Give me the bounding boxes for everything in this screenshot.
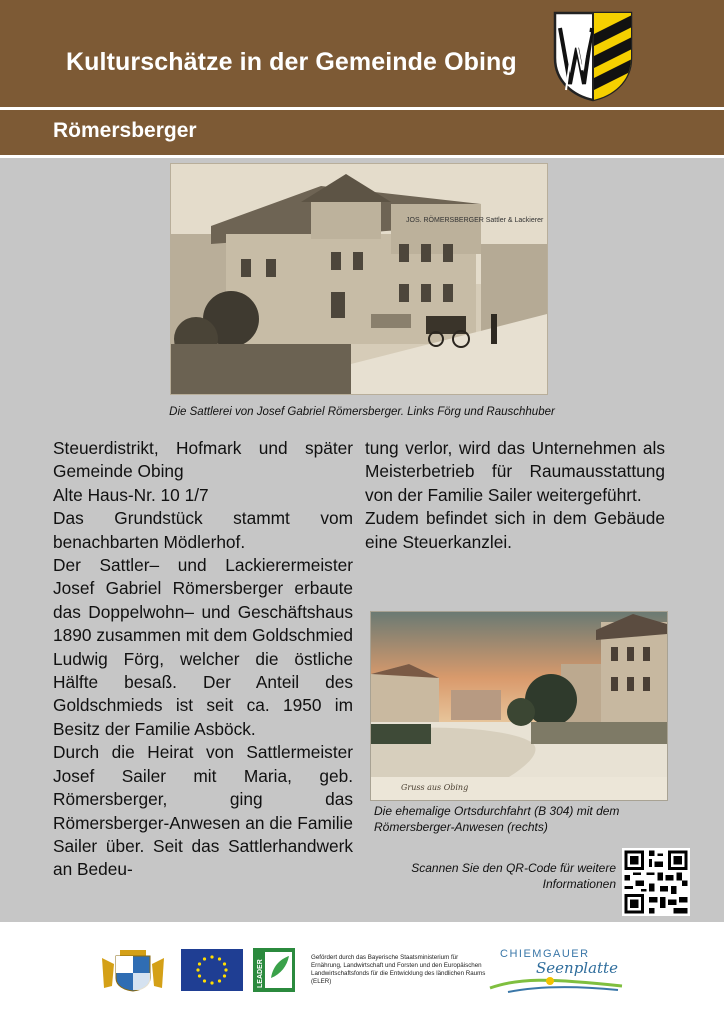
leader-label: LEADER (257, 959, 264, 988)
photo2-caption: Die ehemalige Ortsdurchfahrt (B 304) mit dem Römersberger-Anwesen (rechts) (374, 804, 620, 834)
qr-code-icon[interactable] (622, 848, 690, 916)
photo1-caption: Die Sattlerei von Josef Gabriel Römersberger. Links Förg und Rauschhuber (169, 406, 555, 418)
paragraph: Der Sattler– und Lackierermeister Josef Gabriel Römersberger erbaute das Doppelwohn– und Geschäftshaus 1890 zusammen mit dem Goldschmied Ludwig Förg, welcher die östliche Hälfte besaß. Der Anteil des Goldschmieds ist seit ca. 1950 im Besitz der Familie Asböck. (53, 555, 353, 739)
paragraph: Steuerdistrikt, Hofmark und später Gemeinde Obing (53, 438, 353, 482)
paragraph: Das Grundstück stammt vom benachbarten Mödlerhof. (53, 508, 353, 552)
landscape-wave-icon (488, 972, 624, 994)
paragraph: Alte Haus-Nr. 10 1/7 (53, 484, 209, 505)
subheader-divider (0, 155, 724, 158)
page-title: Kulturschätze in der Gemeinde Obing (66, 48, 517, 76)
qr-instruction: Scannen Sie den QR-Code für weitere Informationen (411, 861, 616, 891)
bavaria-coat-of-arms-icon (98, 948, 168, 992)
body-column-left (53, 437, 353, 882)
header-bar (0, 0, 724, 107)
historic-photo-saddlery (171, 164, 547, 394)
brand-chiemgauer: CHIEMGAUER (500, 948, 590, 960)
paragraph: tung verlor, wird das Unternehmen als Meisterbetrieb für Raumausstattung von der Familie Sailer weitergeführt. (365, 438, 665, 505)
coat-of-arms-icon (552, 10, 634, 102)
section-title: Römersberger (53, 119, 197, 142)
paragraph: Zudem befindet sich in dem Gebäude eine Steuerkanzlei. (365, 508, 665, 552)
funding-notice: Gefördert durch das Bayerische Staatsministerium für Ernährung, Landwirtschaft und Forsten und den Europäischen Landwirtschaftsfonds für die Entwicklung des ländlichen Raums (ELER) (311, 954, 486, 985)
shop-sign: JOS. RÖMERSBERGER Sattler & Lackierer (406, 217, 544, 224)
eu-flag-icon (181, 949, 243, 991)
paragraph: Durch die Heirat von Sattlermeister Josef Sailer mit Maria, geb. Römersberger, ging das Römersberger-Anwesen an die Familie Sailer über. Seit das Sattlerhandwerk an Bedeu- (53, 742, 353, 880)
brand-seenplatte: Seenplatte (536, 959, 618, 977)
postcard-greeting: Gruss aus Obing (401, 783, 469, 792)
body-column-right (365, 437, 665, 554)
subheader-bar (0, 110, 724, 155)
footer-logos-bar (0, 922, 724, 1024)
leader-logo-icon (253, 948, 295, 992)
historic-postcard-village-road (371, 612, 667, 800)
